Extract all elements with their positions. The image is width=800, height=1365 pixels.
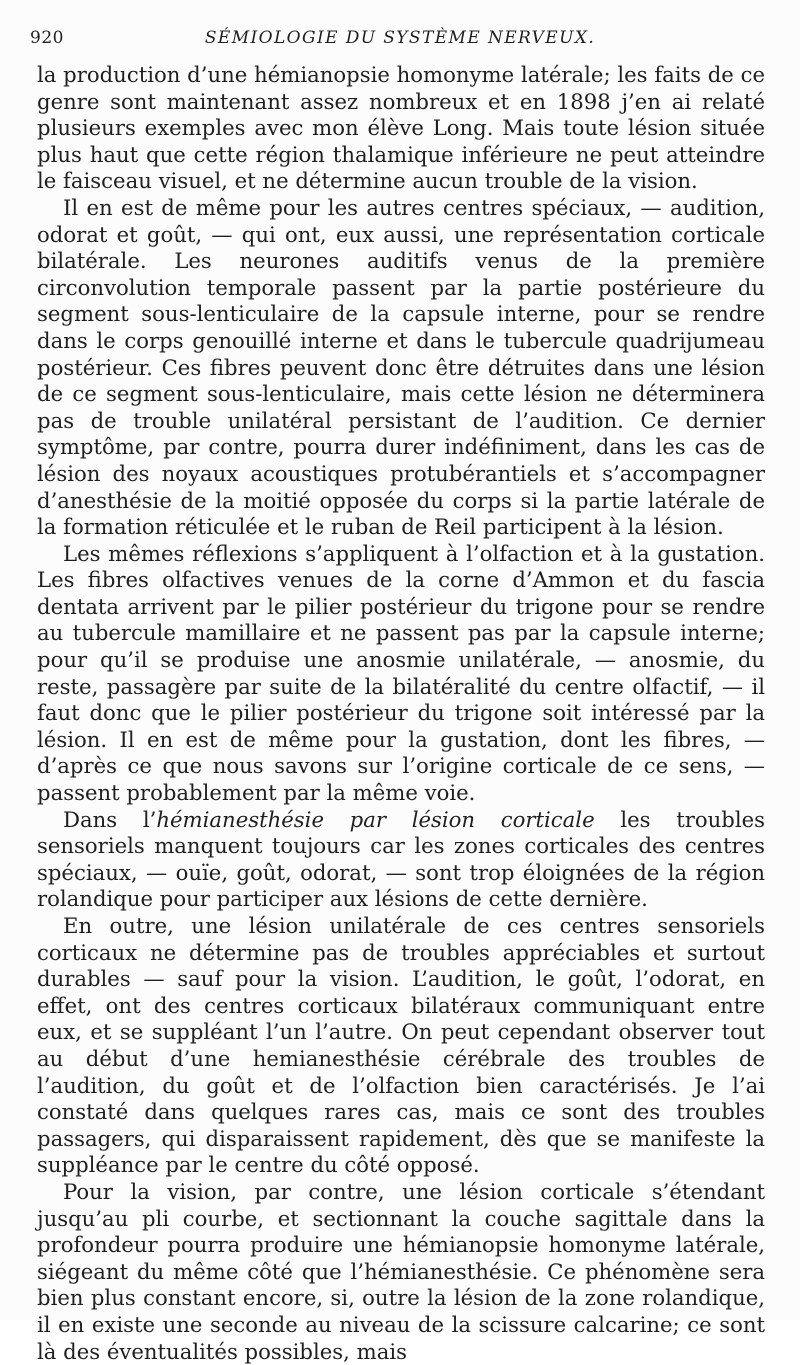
paragraph-cortical-hemianesthesia xyxy=(37,807,765,913)
paragraph-text: Les mêmes réflexions s’appliquent à l’olfaction et à la gustation. Les fibres olfactives venues de la corne d’Ammon et du fascia dentata arrivent par le pilier postérieur du trigone pour se rendre au tubercule mamillaire et ne passent pas par la capsule interne; pour qu’il se produise une anosmie unilatérale, — anosmie, du reste, passagère par suite de la bilatéralité du centre olfactif, — il faut donc que le pilier postérieur du trigone soit intéressé par la lésion. Il en est de même pour la gustation, dont les fibres, — d’après ce que nous savons sur l’origine corticale de ce sens, — passent probablement par la même voie. xyxy=(37,540,765,806)
paragraph-text-after: les troubles sensoriels manquent toujours car les zones corticales des centres spéciaux, — ouïe, goût, odorat, — sont trop éloignées de la région rolandique pour participer aux lésions de cette dernière. xyxy=(37,806,766,912)
page-number: 920 xyxy=(30,28,64,48)
running-title: SÉMIOLOGIE DU SYSTÈME NERVEUX. xyxy=(204,28,596,48)
paragraph-unilateral-lesion: En outre, une lésion unilatérale de ces centres sensoriels corticaux ne détermine pas de troubles appréciables et surtout durables — sauf pour la vision. L’audition, le goût, l’odorat, en effet, ont des centres corticaux bilatéraux communiquant entre eux, et se suppléant l’un l’autre. On peut cependant observer tout au début d’une hemianesthésie cérébrale des troubles de l’audition, du goût et de l’olfaction bien caractérisés. Je l’ai constaté dans quelques rares cas, mais ce sont des troubles passagers, qui disparaissent rapidement, dès que se manifeste la suppléance par le centre du côté opposé. xyxy=(37,913,765,1178)
emphasized-term: hémianesthésie par lésion corticale xyxy=(156,806,595,832)
page-header xyxy=(30,28,770,56)
paragraph-continuation: la production d’une hémianopsie homonyme latérale; les faits de ce genre sont maintenant assez nombreux et en 1898 j’en ai relaté plusieurs exemples avec mon élève Long. Mais toute lésion située plus haut que cette région thalamique inférieure ne peut atteindre le faisceau visuel, et ne détermine aucun trouble de la vision. xyxy=(37,62,765,194)
paragraph-olfaction-gustation xyxy=(37,541,765,807)
paragraph-special-centres: Il en est de même pour les autres centres spéciaux, — audition, odorat et goût, — qui ont, eux aussi, une représentation corticale bilatérale. Les neurones auditifs venus de la première circonvolution temporale passent par la partie postérieure du segment sous-lenticulaire de la capsule interne, pour se rendre dans le corps genouillé interne et dans le tubercule quadrijumeau postérieur. Ces fibres peuvent donc être détruites dans une lésion de ce segment sous-lenticulaire, mais cette lésion ne déterminera pas de trouble unilatéral persistant de l’audition. Ce dernier symptôme, par contre, pourra durer indéfiniment, dans les cas de lésion des noyaux acoustiques protubérantiels et s’accompagner d’anesthésie de la moitié opposée du corps si la partie latérale de la formation réticulée et le ruban de Reil participent à la lésion. xyxy=(37,194,765,540)
paragraph-text-before: Dans l’ xyxy=(63,806,157,832)
paragraph-vision: Pour la vision, par contre, une lésion corticale s’étendant jusqu’au pli courbe, et sectionnant la couche sagittale dans la profondeur pourra produire une hémianopsie homonyme latérale, siégeant du même côté que l’hémianesthésie. Ce phénomène sera bien plus constant encore, si, outre la lésion de la zone rolandique, il en existe une seconde au niveau de la scissure calcarine; ce sont là des éventualités possibles, mais xyxy=(37,1178,765,1364)
body-text xyxy=(37,62,765,1365)
